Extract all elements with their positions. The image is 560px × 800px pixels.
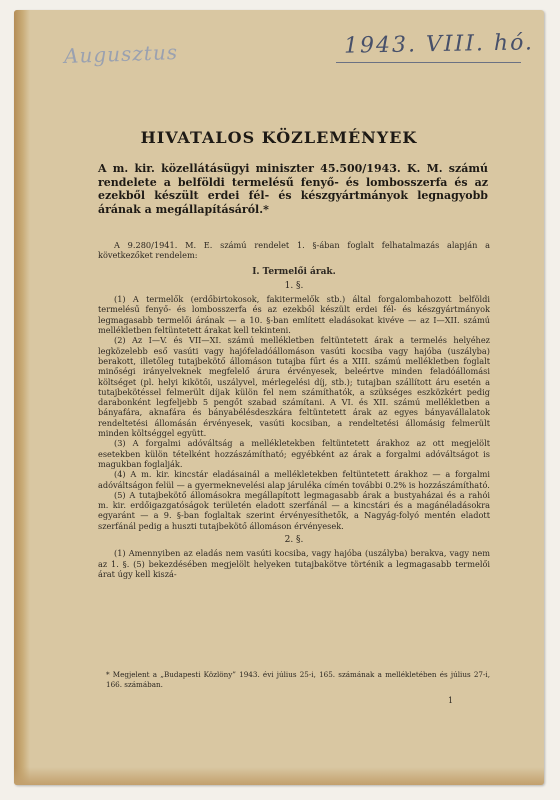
page-title: HIVATALOS KÖZLEMÉNYEK [140, 128, 418, 147]
handwritten-note-left: Augusztus [63, 40, 179, 68]
clause-2-1: (1) Amennyiben az eladás nem vasúti kocsiba, vagy hajóba (uszályba) berakva, vagy nem az 1. §. (5) bekezdésében megjelölt helyeken tutajbakötve történik a legmagasabb termelői árat úgy kell kiszá- [98, 548, 490, 579]
clause-1-5: (5) A tutajbekötő állomásokra megállapított legmagasabb árak a bustyaházai és a rahói m. kir. erdőigazgatóságok területén eladott szerfánál — a kincstári és a magánéladásokra egyaránt — a 9. §-ban foglaltak szerint érvényesíthetők, a Nagyág-folyó mentén eladott szerfánál pedig a huszti tutajbekötő állomáson érvényesek. [98, 489, 490, 531]
document-page [14, 10, 544, 785]
paragraph-heading-1: 1. §. [284, 280, 304, 291]
clause-1-1: (1) A termelők (erdőbirtokosok, fakitermelők stb.) által forgalombahozott belföldi termelésű fenyő- és lombosszerfa és az ezekből készült erdei fél- és készgyártmányok legmagasabb termelői árának — a 10. §-ban említett eladásokat kivéve — az I—XII. számú mellékletben feltüntetett árakat kell tekinteni. [98, 294, 490, 336]
clause-1-2: (2) Az I—V. és VII—XI. számú mellékletben feltüntetett árak a termelés helyéhez legközelebb eső vasúti vagy hajófeladóállomáson vasúti kocsiba vagy hajóba (uszályba) berakott, illetőleg tutajbekötő állomáson tutajba fűrt és a XIII. számú mellékletben foglalt minőségi irányelveknek megfelelő árura érvényesek, beleértve minden feladóállomási költséget (pl. helyi kikötői, uszályvel, mérlegelési díj, stb.); tutajban szállított áru esetén a tutajbekötéssel felmerült díjak külön fel nem számíthatók, a szükséges eszközkért pedig darabonként legfeljebb 5 pengőt szabad számítani. A VI. és XII. számú mellékletben a bányafára, aknafára és bányabélésdeszkára feltüntetett árak az egyes bányavállalatok rendeltetési állomásán érvényesek, vasúti kocsiban, a rendeltetési állomásig felmerült minden költséggel együtt. [98, 335, 490, 439]
section-heading: I. Termelői árak. [252, 266, 336, 277]
handwritten-note-date: 1943. VIII. hó. [343, 30, 535, 59]
document-body [98, 240, 490, 579]
page-edge-left [14, 10, 30, 785]
decree-title: A m. kir. közellátásügyi miniszter 45.500/1943. K. M. számú rendelete a belföldi termelésű fenyő- és lombosszerfa és az ezekből készült erdei fél- és készgyártmányok legnagyobb árának a megállapításáról.* [98, 162, 488, 216]
intro-paragraph: A 9.280/1941. M. E. számú rendelet 1. §-ában foglalt felhatalmazás alapján a következőket rendelem: [98, 240, 490, 261]
paragraph-heading-2: 2. §. [284, 535, 304, 546]
footnote: * Megjelent a „Budapesti Közlöny” 1943. évi július 25-i, 165. számának a mellékletében és július 27-i, 166. számában. [106, 670, 490, 689]
page-number: 1 [448, 696, 454, 705]
clause-1-3: (3) A forgalmi adóváltság a mellékletekben feltüntetett árakhoz az ott megjelölt esetekben külön tételként hozzászámítható; egyébként az árak a forgalmi adóváltságot is magukban foglalják. [98, 438, 490, 469]
clause-1-4: (4) A m. kir. kincstár eladásainál a mellékletekben feltüntetett árakhoz — a forgalmi adóváltságon felül — a gyermeknevelési alap járuléka címén további 0.2% is hozzászámítható. [98, 469, 490, 490]
page-edge-bottom [14, 767, 544, 785]
handwritten-underline [336, 62, 521, 63]
